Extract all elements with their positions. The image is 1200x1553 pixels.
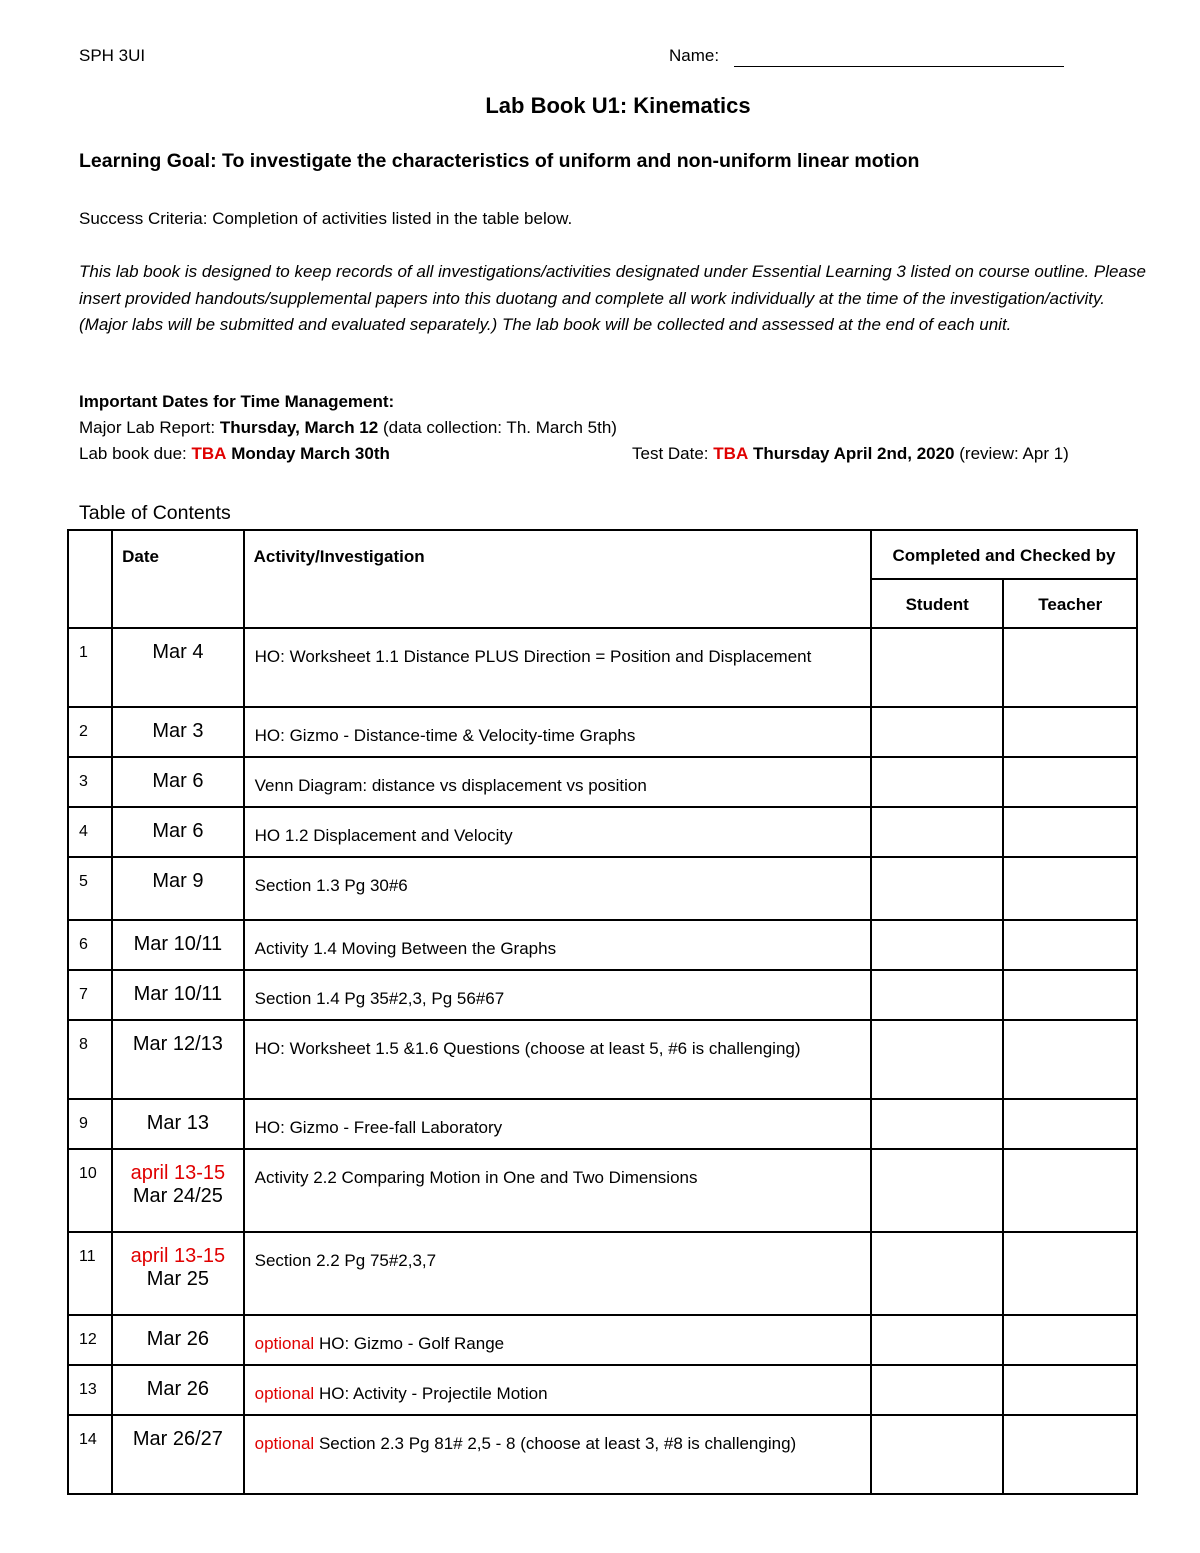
row-number: 12 <box>68 1315 112 1365</box>
row-date-revised: april 13-15 <box>130 1162 226 1184</box>
row-activity-cell <box>244 1365 871 1415</box>
row-date-cell <box>112 970 243 1020</box>
row-activity-cell <box>244 1020 871 1099</box>
header-teacher: Teacher <box>1003 579 1137 628</box>
row-date-cell <box>112 1099 243 1149</box>
row-date: Mar 6 <box>152 770 204 792</box>
row-activity-cell <box>244 628 871 707</box>
header-completed: Completed and Checked by <box>871 530 1137 579</box>
lab-book-tba: TBA <box>191 444 227 463</box>
table-row <box>68 1415 1137 1494</box>
optional-tag: optional <box>254 1434 315 1453</box>
row-number: 14 <box>68 1415 112 1494</box>
row-activity: Section 1.3 Pg 30#6 <box>254 876 408 895</box>
table-row <box>68 1365 1137 1415</box>
row-date-cell <box>112 1020 243 1099</box>
table-row <box>68 1232 1137 1315</box>
row-date: Mar 9 <box>152 870 204 892</box>
row-activity-cell <box>244 1099 871 1149</box>
row-date: Mar 26 <box>146 1378 210 1400</box>
row-number: 1 <box>68 628 112 707</box>
row-activity: Section 2.2 Pg 75#2,3,7 <box>254 1251 437 1270</box>
row-activity-cell <box>244 1415 871 1494</box>
table-row <box>68 807 1137 857</box>
table-row <box>68 628 1137 707</box>
row-date: Mar 26 <box>146 1328 210 1350</box>
row-number: 4 <box>68 807 112 857</box>
row-activity: HO: Gizmo - Golf Range <box>318 1334 505 1353</box>
header-num <box>68 530 112 628</box>
row-activity: HO: Worksheet 1.1 Distance PLUS Direction = Position and Displacement <box>254 647 812 666</box>
lab-book-label: Lab book due: <box>79 444 187 463</box>
teacher-check-cell[interactable] <box>1003 920 1137 970</box>
test-date: Thursday April 2nd, 2020 <box>752 444 955 463</box>
student-check-cell[interactable] <box>871 1020 1003 1099</box>
row-activity: HO: Activity - Projectile Motion <box>318 1384 548 1403</box>
row-activity: Activity 1.4 Moving Between the Graphs <box>254 939 557 958</box>
table-row <box>68 757 1137 807</box>
row-date-cell <box>112 757 243 807</box>
major-lab-date: Thursday, March 12 <box>219 418 379 437</box>
course-code: SPH 3UI <box>79 46 146 65</box>
student-check-cell[interactable] <box>871 970 1003 1020</box>
table-row <box>68 1315 1137 1365</box>
row-number: 3 <box>68 757 112 807</box>
row-number: 6 <box>68 920 112 970</box>
student-check-cell[interactable] <box>871 1415 1003 1494</box>
dates-heading: Important Dates for Time Management: <box>79 392 395 411</box>
row-activity: HO: Worksheet 1.5 &1.6 Questions (choose at least 5, #6 is challenging) <box>254 1039 801 1058</box>
row-number: 5 <box>68 857 112 920</box>
row-date-revised: april 13-15 <box>130 1245 226 1267</box>
row-date-cell <box>112 1365 243 1415</box>
row-activity-cell <box>244 970 871 1020</box>
row-number: 13 <box>68 1365 112 1415</box>
optional-tag: optional <box>254 1384 315 1403</box>
teacher-check-cell[interactable] <box>1003 1365 1137 1415</box>
student-check-cell[interactable] <box>871 707 1003 757</box>
row-date: Mar 10/11 <box>133 933 223 955</box>
row-activity-cell <box>244 757 871 807</box>
row-date-cell <box>112 1232 243 1315</box>
row-number: 10 <box>68 1149 112 1232</box>
student-check-cell[interactable] <box>871 807 1003 857</box>
student-check-cell[interactable] <box>871 628 1003 707</box>
test-tba: TBA <box>713 444 749 463</box>
row-number: 8 <box>68 1020 112 1099</box>
student-check-cell[interactable] <box>871 757 1003 807</box>
student-check-cell[interactable] <box>871 1099 1003 1149</box>
toc-title: Table of Contents <box>79 502 231 524</box>
teacher-check-cell[interactable] <box>1003 1149 1137 1232</box>
table-row <box>68 1149 1137 1232</box>
test-date-line <box>632 444 1069 464</box>
row-activity: Section 2.3 Pg 81# 2,5 - 8 (choose at least 3, #8 is challenging) <box>318 1434 797 1453</box>
teacher-check-cell[interactable] <box>1003 1232 1137 1315</box>
student-check-cell[interactable] <box>871 1232 1003 1315</box>
success-criteria: Success Criteria: Completion of activities listed in the table below. <box>79 209 573 228</box>
lab-book-date: Monday March 30th <box>231 444 390 463</box>
row-date: Mar 12/13 <box>132 1033 223 1055</box>
row-date-cell <box>112 1315 243 1365</box>
test-note: (review: Apr 1) <box>959 444 1069 463</box>
row-number: 7 <box>68 970 112 1020</box>
header-activity: Activity/Investigation <box>244 530 871 628</box>
test-label: Test Date: <box>632 444 709 463</box>
table-row <box>68 707 1137 757</box>
name-label: Name: <box>669 46 720 65</box>
student-check-cell[interactable] <box>871 1149 1003 1232</box>
major-lab-label: Major Lab Report: <box>79 418 216 437</box>
toc-table <box>67 529 1138 1495</box>
row-date-cell <box>112 857 243 920</box>
row-date: Mar 10/11 <box>133 983 223 1005</box>
row-date: Mar 4 <box>152 641 204 663</box>
major-lab-line <box>79 418 617 438</box>
table-row <box>68 920 1137 970</box>
row-activity-cell <box>244 857 871 920</box>
row-date: Mar 6 <box>152 820 204 842</box>
row-number: 2 <box>68 707 112 757</box>
teacher-check-cell[interactable] <box>1003 1020 1137 1099</box>
student-check-cell[interactable] <box>871 920 1003 970</box>
row-date: Mar 26/27 <box>132 1428 223 1450</box>
row-date-cell <box>112 1415 243 1494</box>
row-activity-cell <box>244 707 871 757</box>
header-student: Student <box>871 579 1003 628</box>
teacher-check-cell[interactable] <box>1003 757 1137 807</box>
row-date: Mar 24/25 <box>132 1185 223 1207</box>
name-field[interactable] <box>734 66 1064 67</box>
row-activity: Venn Diagram: distance vs displacement vs position <box>254 776 647 795</box>
teacher-check-cell[interactable] <box>1003 1099 1137 1149</box>
teacher-check-cell[interactable] <box>1003 807 1137 857</box>
row-date: Mar 3 <box>152 720 204 742</box>
row-activity: HO: Gizmo - Free-fall Laboratory <box>254 1118 503 1137</box>
teacher-check-cell[interactable] <box>1003 628 1137 707</box>
row-date-cell <box>112 628 243 707</box>
teacher-check-cell[interactable] <box>1003 857 1137 920</box>
row-activity: Activity 2.2 Comparing Motion in One and Two Dimensions <box>254 1168 698 1187</box>
table-row <box>68 857 1137 920</box>
row-activity-cell <box>244 1315 871 1365</box>
student-check-cell[interactable] <box>871 1365 1003 1415</box>
teacher-check-cell[interactable] <box>1003 1315 1137 1365</box>
row-date: Mar 25 <box>146 1268 210 1290</box>
row-date-cell <box>112 1149 243 1232</box>
row-number: 11 <box>68 1232 112 1315</box>
header-date: Date <box>112 530 243 628</box>
table-row <box>68 970 1137 1020</box>
row-date-cell <box>112 920 243 970</box>
page-title: Lab Book U1: Kinematics <box>485 93 751 118</box>
optional-tag: optional <box>254 1334 315 1353</box>
row-date: Mar 13 <box>146 1112 210 1134</box>
major-lab-note: (data collection: Th. March 5th) <box>382 418 617 437</box>
row-activity: HO: Gizmo - Distance-time & Velocity-time Graphs <box>254 726 636 745</box>
row-activity-cell <box>244 1149 871 1232</box>
row-date-cell <box>112 707 243 757</box>
learning-goal: Learning Goal: To investigate the characteristics of uniform and non-uniform linear motion <box>79 150 920 172</box>
lab-book-due-line <box>79 444 390 464</box>
row-activity: Section 1.4 Pg 35#2,3, Pg 56#67 <box>254 989 505 1008</box>
row-activity-cell <box>244 1232 871 1315</box>
row-activity-cell <box>244 920 871 970</box>
row-activity: HO 1.2 Displacement and Velocity <box>254 826 513 845</box>
table-row <box>68 1020 1137 1099</box>
row-date-cell <box>112 807 243 857</box>
teacher-check-cell[interactable] <box>1003 1415 1137 1494</box>
row-number: 9 <box>68 1099 112 1149</box>
teacher-check-cell[interactable] <box>1003 970 1137 1020</box>
intro-paragraph: This lab book is designed to keep records of all investigations/activities designated under Essential Learning 3 listed on course outline. Please insert provided handouts/supplemental papers into this duotang and complete all work individually at the time of the investigation/activity. (Major labs will be submitted and evaluated separately.) The lab book will be collected and assessed at the end of each unit. <box>79 262 1146 334</box>
student-check-cell[interactable] <box>871 1315 1003 1365</box>
table-row <box>68 1099 1137 1149</box>
student-check-cell[interactable] <box>871 857 1003 920</box>
teacher-check-cell[interactable] <box>1003 707 1137 757</box>
row-activity-cell <box>244 807 871 857</box>
